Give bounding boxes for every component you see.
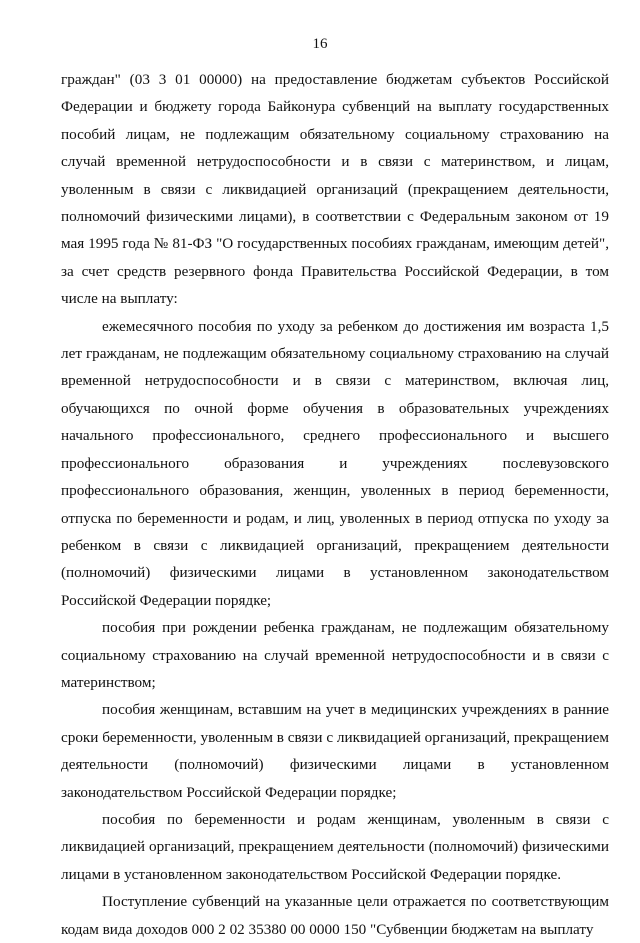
paragraph-continuation: граждан" (03 3 01 00000) на предоставление бюджетам субъектов Российской Федерации и бюджету города Байконура субвенций на выплату государственных пособий лицам, не подлежащим обязательному социальному страхованию на случай временной нетрудоспособности и в связи с материнством, и лицам, уволенным в связи с ликвидацией организаций (прекращением деятельности, полномочий физическими лицами), в соответствии с Федеральным законом от 19 мая 1995 года № 81-ФЗ "О государственных пособиях гражданам, имеющим детей", за счет средств резервного фонда Правительства Российской Федерации, в том числе на выплату: — [61, 71, 609, 308]
paragraph-early-registration-allowance: пособия женщинам, вставшим на учет в медицинских учреждениях в ранние сроки беременности, уволенным в связи с ликвидацией организаций, прекращением деятельности (полномочий) физическими лицами в установленном законодательством Российской Федерации порядке; — [61, 701, 610, 801]
paragraph-revenue-codes: Поступление субвенций на указанные цели отражается по соответствующим кодам вида доходов 000 2 02 35380 00 0000 150 "Субвенции бюджетам на выплату — [61, 893, 609, 938]
paragraph-birth-allowance: пособия при рождении ребенка гражданам, не подлежащим обязательному социальному страхованию на случай временной нетрудоспособности и в связи с материнством; — [61, 619, 609, 691]
paragraph-maternity-allowance: пособия по беременности и родам женщинам, уволенным в связи с ликвидацией организаций, прекращением деятельности (полномочий) физическими лицами в установленном законодательством Российской Федерации порядке. — [61, 810, 609, 883]
paragraph-monthly-allowance: ежемесячного пособия по уходу за ребенком до достижения им возраста 1,5 лет гражданам, не подлежащим обязательному социальному страхованию на случай временной нетрудоспособности и в связи с материнством, включая лиц, обучающихся по очной форме обучения в образовательных учреждениях начального профессионального, среднего профессионального и высшего профессионального образования и учреждениях послевузовского профессионального образования, женщин, уволенных в период беременности, отпуска по беременности и родам, и лиц, уволенных в период отпуска по уходу за ребенком в связи с ликвидацией организаций, прекращением деятельности (полномочий) физическими лицами в установленном законодательством Российской Федерации порядке; — [61, 317, 609, 609]
page-number: 16 — [312, 36, 328, 52]
document-body — [61, 66, 609, 943]
